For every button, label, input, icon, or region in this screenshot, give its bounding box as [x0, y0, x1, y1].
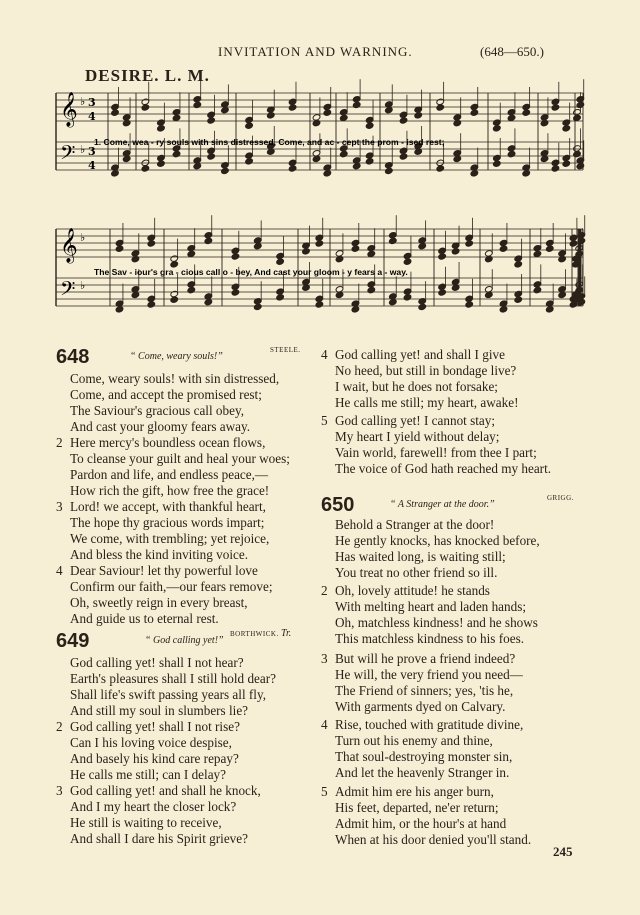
- verse-line: Turn out his enemy and thine,: [335, 733, 493, 748]
- verse-number: 3: [56, 499, 63, 514]
- lyric-line: The Sav - iour's gra - cious call o - bey, And cast your gloom - y fears a - way.: [94, 267, 408, 277]
- treble-clef: 𝄞: [60, 228, 78, 263]
- hymn-number: 650: [321, 494, 355, 516]
- verse-line: Oh, matchless kindness! and he shows: [335, 615, 538, 630]
- verse-number: 2: [56, 435, 63, 450]
- verse-line: We come, with trembling; yet rejoice,: [70, 531, 270, 546]
- time-signature: 4: [88, 110, 96, 123]
- verse-number: 5: [321, 784, 328, 799]
- verse-line: God calling yet! shall I not hear?: [70, 655, 244, 670]
- verse-line: He still is waiting to receive,: [70, 815, 222, 830]
- verse-number: 3: [321, 651, 328, 666]
- verse-line: He calls me still; my heart, awake!: [335, 395, 519, 410]
- bass-clef: 𝄢: [60, 141, 76, 169]
- hymn-author: STEELE.: [270, 346, 301, 354]
- verse-number: 2: [321, 583, 328, 598]
- verse-number: 2: [56, 719, 63, 734]
- verse-line: And I my heart the closer lock?: [70, 799, 237, 814]
- verse-line: No heed, but still in bondage live?: [335, 363, 517, 378]
- verse-line: But will he prove a friend indeed?: [335, 651, 516, 666]
- verse-line: With garments dyed on Calvary.: [335, 699, 506, 714]
- verse-number: 3: [56, 783, 63, 798]
- verse-line: He gently knocks, has knocked before,: [335, 533, 540, 548]
- verse-line: I wait, but he does not forsake;: [335, 379, 498, 394]
- treble-clef: 𝄞: [60, 92, 78, 127]
- verse-line: With melting heart and laden hands;: [335, 599, 526, 614]
- verse-line: Behold a Stranger at the door!: [335, 517, 495, 532]
- verse-line: Vain world, farewell! from thee I part;: [335, 445, 537, 460]
- verse-line: Dear Saviour! let thy powerful love: [70, 563, 258, 578]
- page-number: 245: [553, 844, 573, 859]
- verse-line: His feet, departed, ne'er return;: [335, 800, 499, 815]
- verse-line: That soul-destroying monster sin,: [335, 749, 513, 764]
- verse-line: How rich the gift, how free the grace!: [70, 483, 270, 498]
- verse-line: Earth's pleasures shall I still hold dear?: [70, 671, 276, 686]
- verse-line: To cleanse your guilt and heal your woes;: [70, 451, 290, 466]
- verse-line: Admit him ere his anger burn,: [335, 784, 494, 799]
- section-title: INVITATION AND WARNING.: [218, 44, 413, 59]
- lyric-line: 1. Come, wea - ry souls with sins distressed, Come, and ac - cept the prom - ised rest;: [94, 137, 445, 147]
- verse-number: 4: [56, 563, 63, 578]
- verse-line: God calling yet! I cannot stay;: [335, 413, 496, 428]
- verse-line: The Friend of sinners; yes, 'tis he,: [335, 683, 514, 698]
- verse-line: This matchless kindness to his foes.: [335, 631, 525, 646]
- verse-line: And bless the kind inviting voice.: [70, 547, 249, 562]
- hymn-range: (648—650.): [480, 44, 544, 59]
- verse-line: And shall I dare his Spirit grieve?: [70, 831, 248, 846]
- verse-line: Oh, sweetly reign in every breast,: [70, 595, 248, 610]
- verse-line: My heart I yield without delay;: [335, 429, 500, 444]
- verse-line: Here mercy's boundless ocean flows,: [70, 435, 266, 450]
- verse-line: And basely his kind care repay?: [70, 751, 239, 766]
- hymn-number: 648: [56, 346, 90, 368]
- hymn-author-suffix: Tr.: [281, 628, 292, 639]
- verse-line: When at his door denied you'll stand.: [335, 832, 532, 847]
- key-flat-treble: ♭: [80, 231, 86, 244]
- verse-line: He will, the very friend you need—: [335, 667, 523, 682]
- verse-line: And let the heavenly Stranger in.: [335, 765, 510, 780]
- tune-name: DESIRE. L. M.: [85, 66, 210, 85]
- key-flat-treble: ♭: [80, 95, 86, 108]
- verse-line: And guide us to eternal rest.: [70, 611, 219, 626]
- key-flat-bass: ♭: [80, 143, 86, 156]
- verse-line: God calling yet! shall I not rise?: [70, 719, 240, 734]
- hymn-author: GRIGG.: [547, 494, 574, 502]
- time-signature: 4: [88, 159, 96, 172]
- verse-number: 4: [321, 347, 328, 362]
- verse-line: Shall life's swift passing years all fly,: [70, 687, 267, 702]
- verse-line: God calling yet! and shall he knock,: [70, 783, 261, 798]
- hymn-subtitle: “ A Stranger at the door.”: [390, 499, 495, 510]
- verse-line: Has waited long, is waiting still;: [335, 549, 506, 564]
- verse-line: Rise, touched with gratitude divine,: [335, 717, 524, 732]
- time-signature: 3: [88, 96, 96, 109]
- bass-clef: 𝄢: [60, 277, 76, 305]
- verse-line: The hope thy gracious words impart;: [70, 515, 265, 530]
- hymn-subtitle: “ Come, weary souls!”: [130, 351, 223, 362]
- verse-line: Oh, lovely attitude! he stands: [335, 583, 490, 598]
- verse-line: Lord! we accept, with thankful heart,: [70, 499, 266, 514]
- verse-line: Pardon and life, and endless peace,—: [70, 467, 269, 482]
- hymn-number: 649: [56, 630, 90, 652]
- verse-line: You treat no other friend so ill.: [335, 565, 498, 580]
- verse-line: Can I his loving voice despise,: [70, 735, 232, 750]
- verse-line: The Saviour's gracious call obey,: [70, 403, 245, 418]
- verse-number: 5: [321, 413, 328, 428]
- key-flat-bass: ♭: [80, 279, 86, 292]
- verse-line: Confirm our faith,—our fears remove;: [70, 579, 273, 594]
- verse-line: And cast your gloomy fears away.: [70, 419, 251, 434]
- verse-line: The voice of God hath reached my heart.: [335, 461, 552, 476]
- verse-line: He calls me still; can I delay?: [70, 767, 226, 782]
- verse-line: And still my soul in slumbers lie?: [70, 703, 249, 718]
- verse-line: Come, weary souls! with sin distressed,: [70, 371, 280, 386]
- verse-line: God calling yet! and shall I give: [335, 347, 505, 362]
- verse-line: Come, and accept the promised rest;: [70, 387, 262, 402]
- verse-line: Admit him, or the hour's at hand: [335, 816, 507, 831]
- hymn-subtitle: “ God calling yet!”: [145, 635, 224, 646]
- hymn-author: BORTHWICK.: [230, 630, 279, 638]
- verse-number: 4: [321, 717, 328, 732]
- time-signature: 3: [88, 145, 96, 158]
